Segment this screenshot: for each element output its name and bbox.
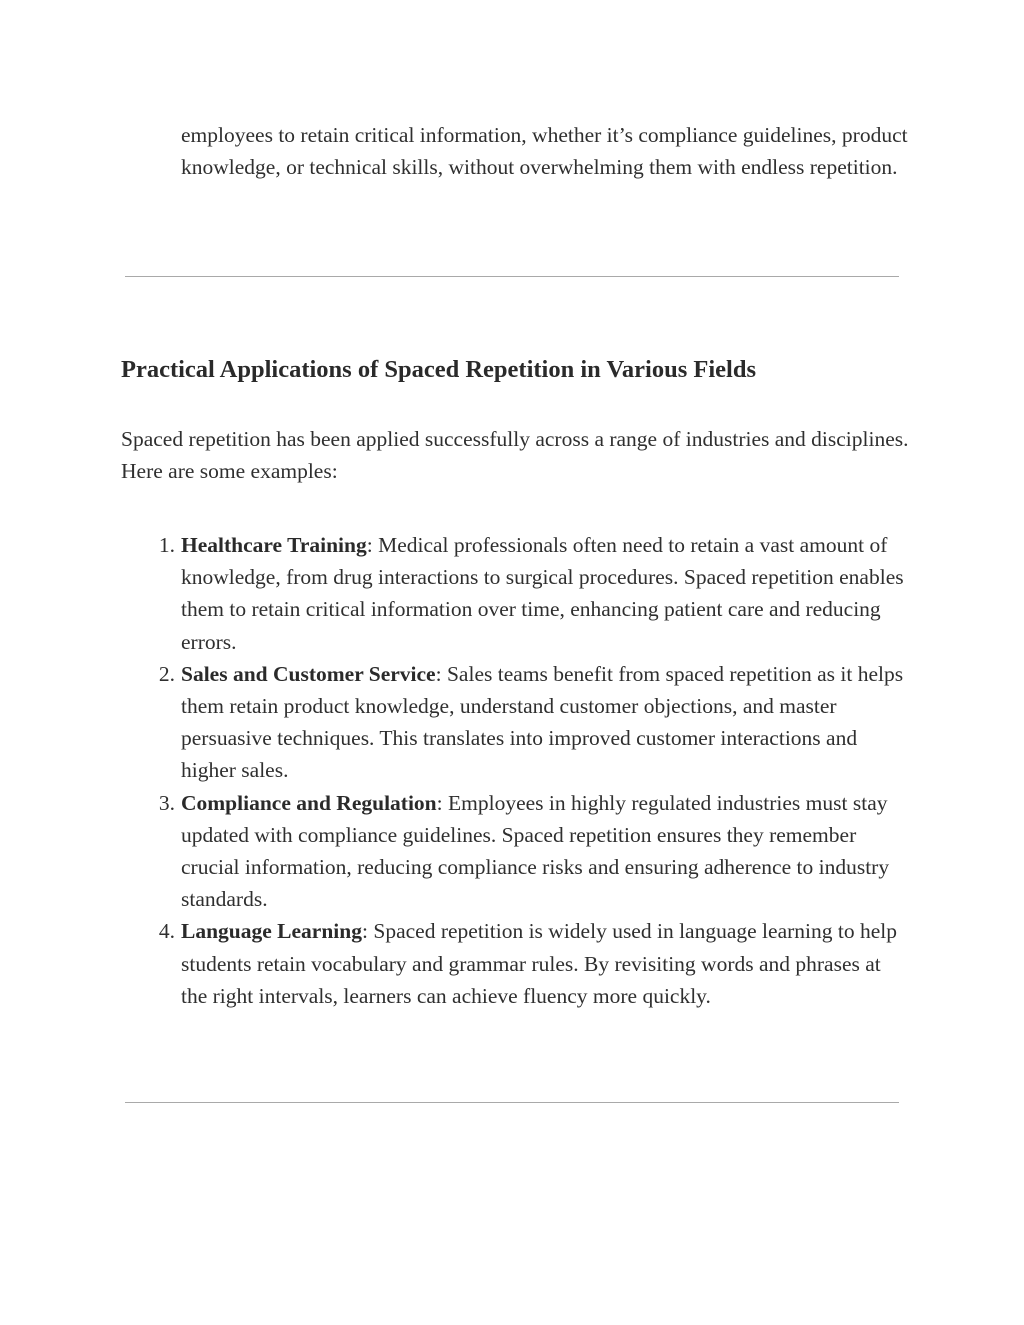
- list-item-number: 3.: [158, 790, 175, 815]
- list-item-separator: :: [362, 919, 368, 944]
- section-heading: Practical Applications of Spaced Repetition in Various Fields: [121, 356, 756, 383]
- list-item-text: Sales teams benefit from spaced repetition as it helps them retain product knowledge, understand customer objections, and master persuasive techniques. This translates into improved customer interactions and higher sales.: [181, 661, 904, 783]
- list-item-number: 2.: [158, 661, 175, 686]
- list-item-separator: :: [436, 790, 443, 815]
- list-item-text: Employees in highly regulated industries must stay updated with compliance guidelines. Spaced repetition ensures they remember crucial information, reducing compliance risks and ensuring adherence to industry standards.: [181, 790, 890, 912]
- list-item-number: 4.: [158, 919, 175, 944]
- list-item-separator: :: [435, 661, 442, 686]
- list-item-compliance: [158, 787, 911, 916]
- list-item-title: Compliance and Regulation: [181, 790, 437, 815]
- list-item-title: Language Learning: [181, 919, 362, 944]
- list-item-title: Sales and Customer Service: [181, 661, 436, 686]
- horizontal-divider-top: [125, 276, 899, 277]
- list-item-title: Healthcare Training: [181, 533, 367, 557]
- continuation-paragraph: employees to retain critical information, whether it’s compliance guidelines, product knowledge, or technical skills, without overwhelming them with endless repetition.: [181, 123, 908, 180]
- list-item-number: 1.: [158, 533, 175, 557]
- section-intro-paragraph: Spaced repetition has been applied successfully across a range of industries and disciplines. Here are some examples:: [121, 427, 909, 484]
- list-item-text: Spaced repetition is widely used in language learning to help students retain vocabulary and grammar rules. By revisiting words and phrases at the right intervals, learners can achieve fluency more quickly.: [181, 919, 897, 1008]
- list-item-separator: :: [366, 533, 373, 557]
- list-item-text: Medical professionals often need to retain a vast amount of knowledge, from drug interactions to surgical procedures. Spaced repetition enables them to retain critical information over time, enhancing patient care and reducing errors.: [181, 533, 904, 654]
- applications-list: [158, 529, 911, 1012]
- list-item-language: [158, 915, 911, 1012]
- list-item-healthcare: [158, 529, 911, 658]
- list-item-sales: [158, 658, 911, 787]
- horizontal-divider-bottom: [125, 1102, 899, 1103]
